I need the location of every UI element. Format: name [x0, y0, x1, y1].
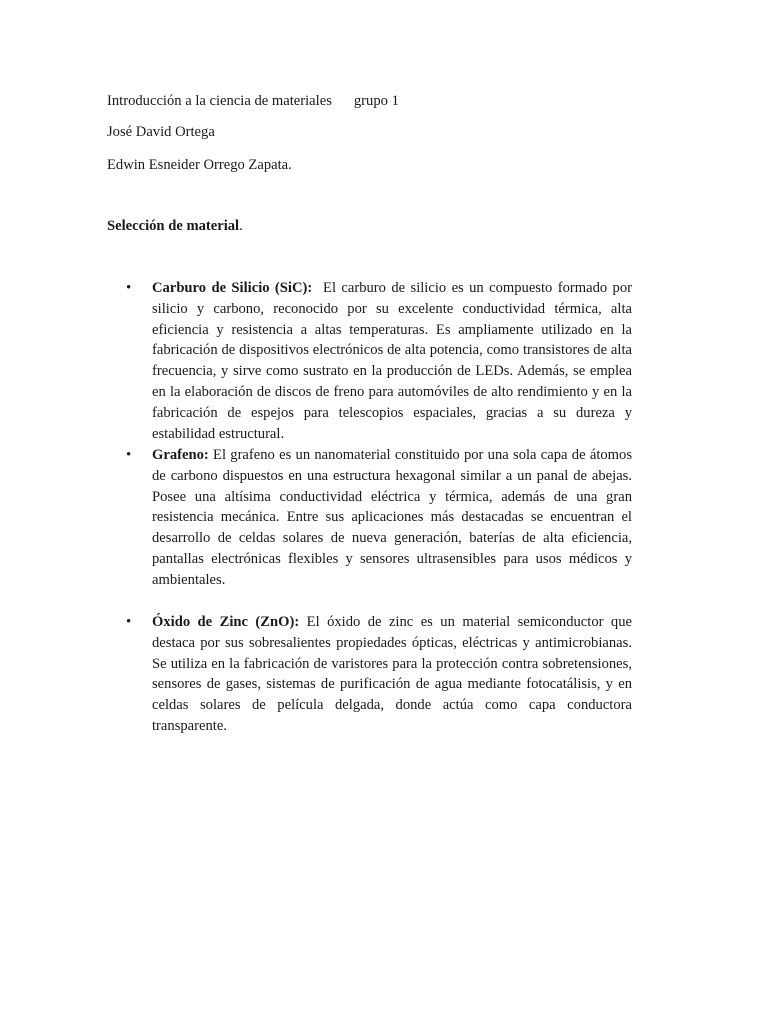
material-name: Grafeno: [152, 447, 209, 463]
material-description: El carburo de silicio es un compuesto formado por silicio y carbono, reconocido por su excelente conductividad térmica, alta eficiencia y resistencia a altas temperaturas. Es ampliamente utilizado en la fabricación de dispositivos electrónicos de alta potencia, como transistores de alta frecuencia, y sirve como sustrato en la producción de LEDs. Además, se emplea en la elaboración de discos de freno para automóviles de alto rendimiento y en la fabricación de espejos para telescopios espaciales, gracias a su dureza y estabilidad estructural. [152, 280, 633, 442]
material-description: El óxido de zinc es un material semiconductor que destaca por sus sobresalientes propiedades ópticas, eléctricas y antimicrobianas. Se utiliza en la fabricación de varistores para la protección contra sobretensiones, sensores de gases, sistemas de purificación de agua mediante fotocatálisis, y en celdas solares de película delgada, donde actúa como capa conductora transparente. [152, 614, 633, 734]
bullet-icon: • [126, 447, 132, 463]
author-name: Edwin Esneider Orrego Zapata. [107, 157, 292, 173]
list-item [126, 445, 632, 591]
section-heading-text: Selección de material [107, 218, 240, 234]
bullet-icon: • [126, 280, 132, 296]
group-label: grupo 1 [353, 93, 399, 109]
material-name: Óxido de Zinc (ZnO): [152, 614, 300, 630]
section-heading-period: . [239, 218, 243, 234]
bullet-icon: • [126, 614, 132, 630]
material-description: El grafeno es un nanomaterial constituido por una sola capa de átomos de carbono dispuestos en una estructura hexagonal similar a un panal de abejas. Posee una altísima conductividad eléctrica y térmica, además de una gran resistencia mecánica. Entre sus aplicaciones más destacadas se encuentran el desarrollo de celdas solares de nueva generación, baterías de alta eficiencia, pantallas electrónicas flexibles y sensores ultrasensibles para usos médicos y ambientales. [152, 447, 632, 588]
material-name: Carburo de Silicio (SiC): [152, 280, 313, 296]
section-heading [107, 216, 243, 236]
course-line [107, 91, 399, 111]
list-item [126, 612, 633, 737]
list-item [126, 278, 633, 444]
course-title: Introducción a la ciencia de materiales [107, 93, 332, 109]
author-name: José David Ortega [107, 124, 215, 140]
